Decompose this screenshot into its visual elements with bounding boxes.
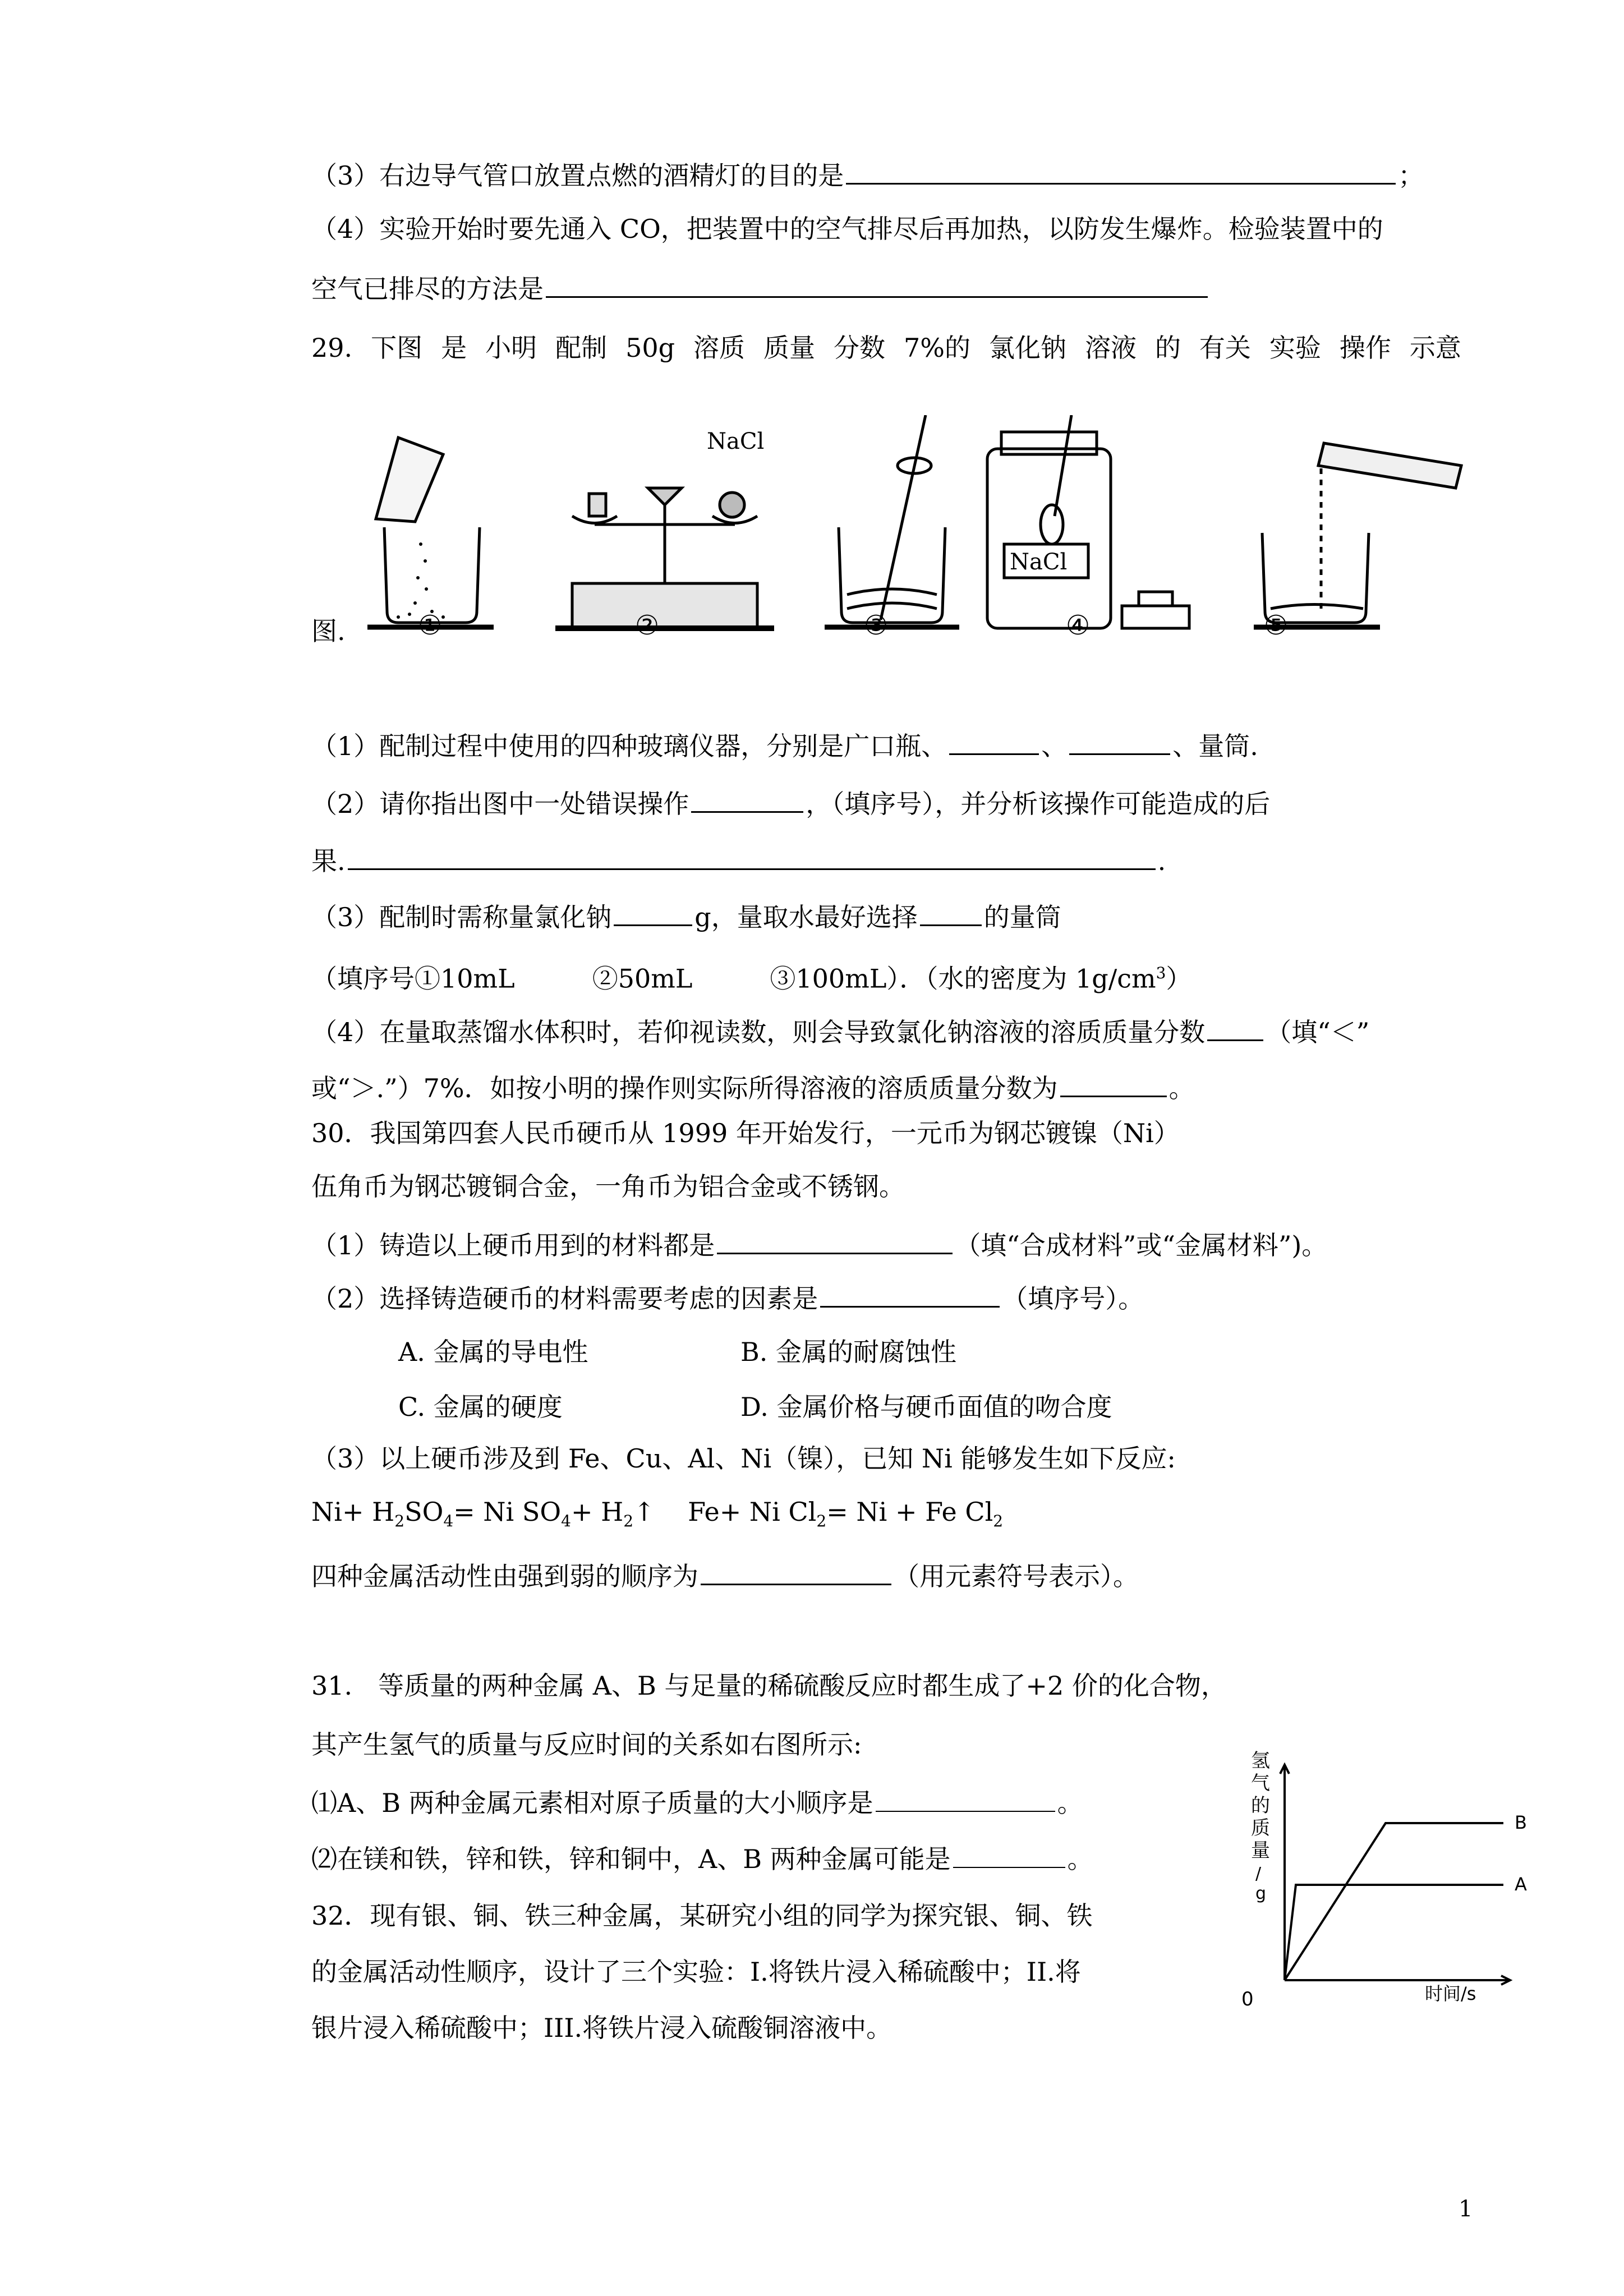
series-b-line [1285,1823,1503,1980]
q30-option-a: A. 金属的导电性 [398,1337,588,1367]
q30-option-b: B. 金属的耐腐蚀性 [740,1337,957,1367]
answer-blank[interactable] [953,1840,1065,1868]
answer-blank[interactable] [1060,1069,1167,1097]
q32-line3: 银片浸入稀硫酸中；III.将铁片浸入硫酸铜溶液中。 [311,2013,892,2043]
pour-liquid-beaker [1254,443,1461,627]
pour-solid-beaker [367,438,494,627]
answer-blank[interactable] [1069,726,1170,755]
q30-line1: 30．我国第四套人民币硬币从 1999 年开始发行，一元币为钢芯镀镍（Ni） [311,1118,1180,1148]
fig-label-2: ② [635,610,660,641]
q29-part2: （2）请你指出图中一处错误操作 ，（填序号），并分析该操作可能造成的后 [311,784,1270,821]
svg-text:气: 气 [1251,1772,1270,1795]
q29-intro-word: 7%的 [904,333,970,363]
lab-operations-figure [359,415,1520,662]
svg-text:质: 质 [1251,1817,1270,1839]
q30-part2: （2）选择铸造硬币的材料需要考虑的因素是 （填序号）。 [311,1279,1144,1315]
svg-text:NaCl: NaCl [1010,549,1068,575]
q29-intro-word: 配制 [555,333,608,363]
q31-part1: ⑴A、B 两种金属元素相对原子质量的大小顺序是 。 [311,1784,1083,1820]
fig-label-3: ③ [864,610,889,641]
q31-line2: 其产生氢气的质量与反应时间的关系如右图所示: [311,1729,862,1760]
svg-text:/: / [1255,1864,1262,1884]
q29-intro-word: 有关 [1199,333,1251,363]
q29-intro-word: 示意 [1409,333,1461,363]
q29-intro-word: 29. [311,333,353,363]
q29-fig-end: 图. [311,616,346,646]
answer-blank[interactable] [701,1557,891,1585]
answer-blank[interactable] [614,898,692,926]
answer-blank[interactable] [920,898,982,926]
q29-part4-line2: 或“＞.”）7%．如按小明的操作则实际所得溶液的溶质质量分数为 。 [311,1069,1195,1105]
q29-part3: （3）配制时需称量氯化钠 g，量取水最好选择 的量筒 [311,898,1061,934]
q29-intro [311,331,1461,365]
q30-option-d: D. 金属价格与硬币面值的吻合度 [740,1392,1112,1422]
q31-line1: 31. 等质量的两种金属 A、B 与足量的稀硫酸反应时都生成了+2 价的化合物， [311,1671,1227,1701]
q29-intro-word: 质量 [763,333,816,363]
q30-line2: 伍角币为钢芯镀铜合金，一角币为铝合金或不锈钢。 [311,1171,905,1202]
q30-order: 四种金属活动性由强到弱的顺序为 （用元素符号表示）。 [311,1557,1139,1593]
series-b-label: B [1515,1812,1527,1833]
graph-origin: 0 [1241,1988,1254,2010]
answer-blank[interactable] [717,1226,953,1254]
answer-blank[interactable] [820,1279,1000,1308]
q31-part2: ⑵在镁和铁，锌和铁，锌和铜中，A、B 两种金属可能是 。 [311,1840,1093,1876]
q28-part4-line1: （4）实验开始时要先通入 CO，把装置中的空气排尽后再加热，以防发生爆炸。检验装置中的 [311,214,1383,244]
q29-intro-word: 实验 [1269,333,1321,363]
answer-blank[interactable] [846,156,1396,185]
q28-part3: （3）右边导气管口放置点燃的酒精灯的目的是 ； [311,156,1424,192]
q29-intro-word: 溶质 [693,333,746,363]
q30-equations: $Ni+ H_2SO_4= Ni$ $SO_4+$ $H_2↑$ Fe+ Ni $Cl_2= Ni + Fe$ $Cl_2$ [311,1497,1004,1531]
svg-text:NaCl: NaCl [707,429,765,454]
q30-option-c: C. 金属的硬度 [398,1392,563,1422]
q29-intro-word: 小明 [485,333,537,363]
reagent-bottle [987,415,1189,628]
fig-label-1: ① [418,610,443,641]
fig-label-4: ④ [1066,610,1091,641]
series-a-label: A [1515,1874,1527,1895]
q29-intro-word: 操作 [1339,333,1391,363]
q29-intro-word: 溶液 [1084,333,1137,363]
fig-label-5: ⑤ [1264,610,1289,641]
svg-text:g: g [1255,1884,1267,1903]
graph-ylabel-1: 氢 [1251,1750,1270,1772]
answer-blank[interactable] [949,726,1039,755]
q29-intro-word: 是 [441,333,467,363]
q32-line1: 32．现有银、铜、铁三种金属，某研究小组的同学为探究银、铜、铁 [311,1901,1093,1931]
q29-intro-word: 的 [1154,333,1181,363]
q29-part2-line2: 果. . [311,841,1166,878]
q29-intro-word: 50g [625,333,675,363]
svg-text:的: 的 [1251,1795,1270,1817]
hydrogen-mass-graph [1240,1745,1531,2014]
q29-part3-options: （填序号①10mL ②50mL ③100mL）．（水的密度为 $1g/cm^3$） [311,963,1192,994]
answer-blank[interactable] [348,841,1156,870]
answer-blank[interactable] [546,269,1208,298]
q32-line2: 的金属活动性顺序，设计了三个实验：I.将铁片浸入稀硫酸中；II.将 [311,1957,1081,1987]
series-a-line [1285,1885,1503,1980]
svg-text:量: 量 [1251,1839,1270,1862]
stirring-beaker [825,415,959,627]
q29-intro-word: 分数 [834,333,886,363]
q29-intro-word: 氯化钠 [988,333,1066,363]
answer-blank[interactable] [876,1784,1055,1812]
answer-blank[interactable] [691,784,803,813]
graph-xlabel: 时间/s [1425,1983,1476,2004]
q29-part1: （1）配制过程中使用的四种玻璃仪器，分别是广口瓶、 、 、量筒. [311,726,1258,763]
q28-part4-line2: 空气已排尽的方法是 [311,269,1210,306]
balance-scale [555,429,774,628]
q29-part4: （4）在量取蒸馏水体积时，若仰视读数，则会导致氯化钠溶液的溶质质量分数 （填“＜” [311,1013,1369,1049]
q29-intro-word: 下图 [371,333,423,363]
page-number: 1 [1459,2196,1473,2222]
answer-blank[interactable] [1207,1013,1263,1041]
q30-part1: （1）铸造以上硬币用到的材料都是 （填“合成材料”或“金属材料”)。 [311,1226,1327,1262]
q30-part3: （3）以上硬币涉及到 Fe、Cu、Al、Ni（镍），已知 Ni 能够发生如下反应: [311,1443,1176,1474]
